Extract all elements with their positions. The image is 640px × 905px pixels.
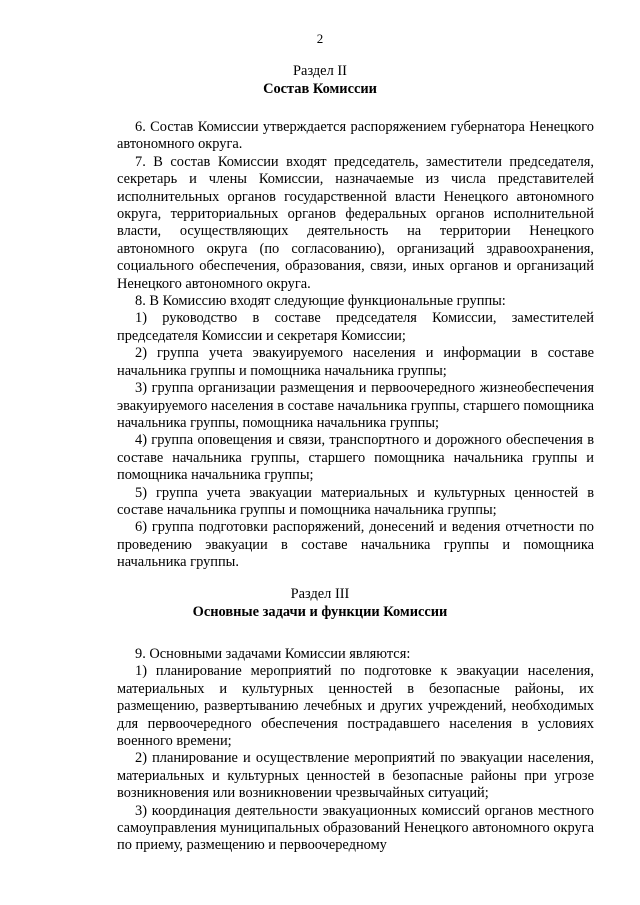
paragraph: 1) руководство в составе председателя Комиссии, заместителей председателя Комиссии и секретаря Комиссии; (117, 310, 594, 344)
section-3-heading: Раздел III (290, 586, 350, 602)
paragraph: 6) группа подготовки распоряжений, донесений и ведения отчетности по проведению эвакуации в составе начальника группы и помощника начальника группы. (117, 519, 594, 571)
paragraph: 7. В состав Комиссии входят председатель, заместители председателя, секретарь и члены Комиссии, назначаемые из числа представителей исполнительных органов государственной власти Ненецкого автономного округа, территориальных органов федеральных органов исполнительной власти, осуществляющих деятельность на территории Ненецкого автономного округа (по согласованию), организаций здравоохранения, социального обеспечения, образования, связи, иных органов и организаций Ненецкого автономного округа. (117, 153, 594, 292)
section-2-heading: Раздел II (293, 63, 347, 79)
section-3-body (117, 646, 594, 855)
paragraph: 6. Состав Комиссии утверждается распоряжением губернатора Ненецкого автономного округа. (117, 119, 594, 153)
paragraph: 2) планирование и осуществление мероприятий по эвакуации населения, материальных и культурных ценностей в безопасные районы при угрозе возникновения или возникновении чрезвычайных ситуаций; (117, 750, 594, 802)
paragraph: 4) группа оповещения и связи, транспортного и дорожного обеспечения в составе начальника группы, старшего помощника начальника группы и помощника начальника группы; (117, 432, 594, 484)
paragraph: 8. В Комиссию входят следующие функциональные группы: (135, 293, 506, 310)
paragraph: 3) координация деятельности эвакуационных комиссий органов местного самоуправления муниципальных образований Ненецкого автономного округа по приему, размещению и первоочередному (117, 802, 594, 854)
paragraph: 5) группа учета эвакуации материальных и культурных ценностей в составе начальника группы и помощника начальника группы; (117, 484, 594, 518)
paragraph: 9. Основными задачами Комиссии являются: (135, 646, 411, 662)
paragraph: 2) группа учета эвакуируемого населения и информации в составе начальника группы и помощника начальника группы; (117, 345, 594, 379)
section-2-body (117, 119, 594, 572)
section-2-title: Состав Комиссии (263, 81, 377, 97)
paragraph: 1) планирование мероприятий по подготовке к эвакуации населения, материальных и культурных ценностей в безопасные районы, их размещению, развертыванию лечебных и других учреждений, необходимых для первоочередного обеспечения пострадавшего населения в условиях военного времени; (117, 663, 594, 750)
section-3-title: Основные задачи и функции Комиссии (192, 604, 448, 620)
paragraph: 3) группа организации размещения и первоочередного жизнеобеспечения эвакуируемого населения в составе начальника группы, старшего помощника начальника группы, помощника начальника группы; (117, 380, 594, 431)
page-number: 2 (316, 31, 324, 46)
